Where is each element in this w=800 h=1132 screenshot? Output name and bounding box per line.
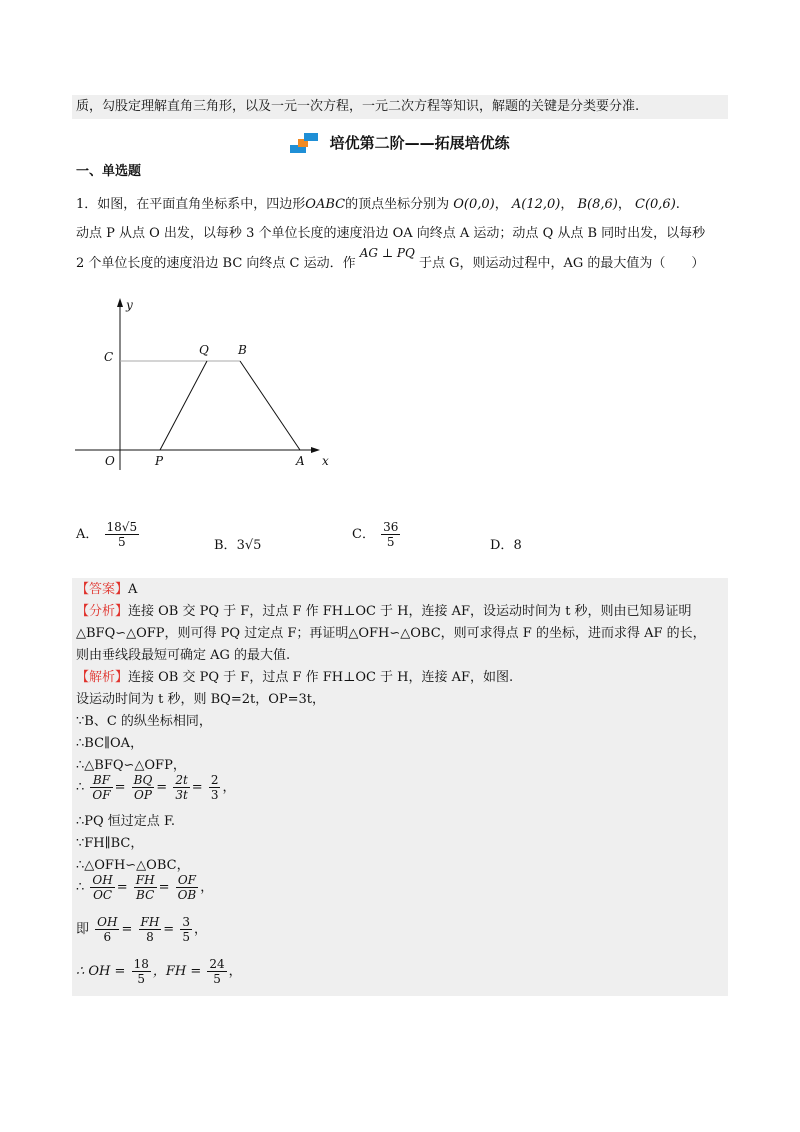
question-text: 1．如图，在平面直角坐标系中，四边形: [76, 197, 306, 212]
frac-num: 2: [210, 773, 219, 787]
solution-line-1: [76, 668, 513, 688]
option-c-num: 36: [383, 520, 399, 534]
question-text: 于点 G，则运动过程中，AG 的最大值为（ ）: [418, 256, 705, 271]
frac-den: 5: [137, 972, 146, 986]
eq-prefix: ∴: [76, 780, 85, 795]
option-a-num: 18√5: [106, 520, 138, 534]
frac-den: 6: [103, 930, 112, 944]
coord-a: A(12,0): [511, 197, 561, 212]
equation-1: ∴ $\frac{BF}{OF}$ = $\frac{BQ}{OP}$ = $\frac{2t}{3t}$ = $\frac{2}{3}$ ，: [76, 773, 236, 802]
coordinate-figure: [70, 295, 340, 475]
option-c[interactable]: [352, 520, 402, 549]
equation-3: 即 $\frac{OH}{6}$ = $\frac{FH}{8}$ = $\frac{3}{5}$ ，: [76, 915, 207, 944]
quad-name: OABC: [305, 197, 346, 212]
eq-prefix: 即: [76, 922, 90, 937]
eq-suffix: ，: [200, 880, 214, 895]
segment-ba: [240, 361, 300, 450]
option-b-value: 3√5: [236, 538, 262, 553]
y-axis-arrow: [117, 298, 123, 307]
frac-den: 3: [210, 788, 219, 802]
frac-den: 3t: [175, 788, 188, 802]
solution-line-2: 设运动时间为 t 秒，则 BQ=2t，OP=3t，: [76, 692, 326, 707]
label-a: A: [296, 454, 305, 468]
analysis-line-2: △BFQ∽△OFP，则可得 PQ 过定点 F；再证明△OFH∽△OBC，则可求得点 F 的坐标，进而求得 AF 的长，: [76, 626, 706, 641]
solution-text: 连接 OB 交 PQ 于 F，过点 F 作 FH⊥OC 于 H，连接 AF，如图.: [128, 670, 514, 685]
section-title: [0, 132, 800, 155]
frac-den: 5: [213, 972, 221, 986]
intro-line: 质，勾股定理解直角三角形，以及一元一次方程，一元二次方程等知识，解题的关键是分类要分准.: [76, 99, 640, 114]
answer-line: [76, 580, 137, 600]
frac-num: 3: [182, 915, 190, 929]
segment-pq: [160, 361, 207, 450]
equation-2: ∴ $\frac{OH}{OC}$ = $\frac{FH}{BC}$ = $\frac{OF}{OB}$ ，: [76, 873, 214, 902]
solution-line-3: ∵B、C 的纵坐标相同，: [76, 714, 212, 729]
solution-line-4: ∴BC∥OA，: [76, 736, 144, 751]
option-d[interactable]: [490, 534, 522, 553]
option-a-label: A．: [76, 527, 99, 542]
coord-c: C(0,6): [635, 197, 676, 212]
eq-suffix: ，: [222, 780, 236, 795]
x-axis-arrow: [311, 447, 320, 453]
option-c-label: C．: [352, 527, 375, 542]
frac-den: 8: [146, 930, 154, 944]
label-b: B: [238, 343, 247, 357]
frac-den: OC: [93, 888, 113, 902]
answer-value: A: [128, 582, 138, 597]
analysis-line-1: [76, 602, 692, 622]
frac-num: BQ: [133, 773, 153, 787]
question-text: 2 个单位长度的速度沿边 BC 向终点 C 运动．作: [76, 256, 356, 271]
solution-line-6: ∴PQ 恒过定点 F.: [76, 814, 176, 829]
section-heading: 一、单选题: [76, 164, 142, 179]
label-x: x: [322, 454, 329, 468]
analysis-tag: 【分析】: [76, 604, 129, 619]
question-line-3: [76, 246, 705, 274]
frac-num: OH: [92, 873, 113, 887]
frac-num: 18: [133, 957, 149, 971]
frac-num: BF: [90, 773, 112, 788]
eq-suffix: ，: [193, 922, 207, 937]
label-o: O: [105, 454, 115, 468]
frac-den: BC: [136, 888, 155, 902]
eq-prefix: ∴ OH =: [76, 964, 126, 979]
frac-num: FH: [135, 873, 155, 887]
coord-b: B(8,6): [577, 197, 618, 212]
label-q: Q: [199, 343, 209, 357]
section-title-text: 培优第二阶——拓展培优练: [329, 134, 510, 152]
frac-num: FH: [140, 915, 160, 929]
blocks-icon: [290, 133, 318, 155]
coord-o: O(0,0): [453, 197, 495, 212]
question-text: 的顶点坐标分别为: [345, 197, 450, 212]
frac-num: OH: [97, 915, 118, 929]
answer-tag: 【答案】: [76, 582, 129, 597]
frac-num: 2t: [175, 773, 188, 787]
eq-prefix: ∴: [76, 880, 85, 895]
frac-num: OF: [176, 873, 199, 888]
question-line-1: 1．如图，在平面直角坐标系中，四边形OABC的顶点坐标分别为 O(0,0)， A(12,0)， B(8,6)， C(0,6).: [76, 197, 680, 212]
solution-line-5: ∴△BFQ∽△OFP，: [76, 758, 186, 773]
perp-expr: AG ⊥ PQ: [359, 246, 415, 260]
question-line-2: 动点 P 从点 O 出发，以每秒 3 个单位长度的速度沿边 OA 向终点 A 运动；动点 Q 从点 B 同时出发，以每秒: [76, 226, 706, 241]
frac-num: 24: [209, 957, 225, 971]
option-c-den: 5: [386, 535, 395, 549]
frac-den: OF: [92, 788, 111, 802]
equation-4: [76, 952, 242, 992]
solution-line-8: ∴△OFH∽△OBC，: [76, 858, 190, 873]
label-p: P: [155, 454, 164, 468]
eq-suffix: ，: [228, 964, 242, 979]
frac-den: OB: [177, 888, 197, 902]
solution-line-7: ∵FH∥BC，: [76, 836, 144, 851]
option-a[interactable]: [76, 520, 141, 549]
option-b-label: B．: [214, 538, 237, 553]
analysis-line-3: 则由垂线段最短可确定 AG 的最大值.: [76, 648, 291, 663]
option-a-den: 5: [117, 535, 126, 549]
eq-mid: ，FH =: [152, 964, 202, 979]
analysis-text: 连接 OB 交 PQ 于 F，过点 F 作 FH⊥OC 于 H，连接 AF，设运动时间为 t 秒，则由已知易证明: [128, 604, 692, 619]
frac-den: OP: [133, 788, 152, 802]
option-d-label: D．: [490, 538, 514, 553]
frac-den: 5: [182, 930, 190, 944]
solution-tag: 【解析】: [76, 670, 129, 685]
option-d-value: 8: [513, 538, 522, 553]
label-y: y: [126, 298, 133, 312]
label-c: C: [104, 350, 114, 364]
option-b[interactable]: [214, 534, 261, 553]
